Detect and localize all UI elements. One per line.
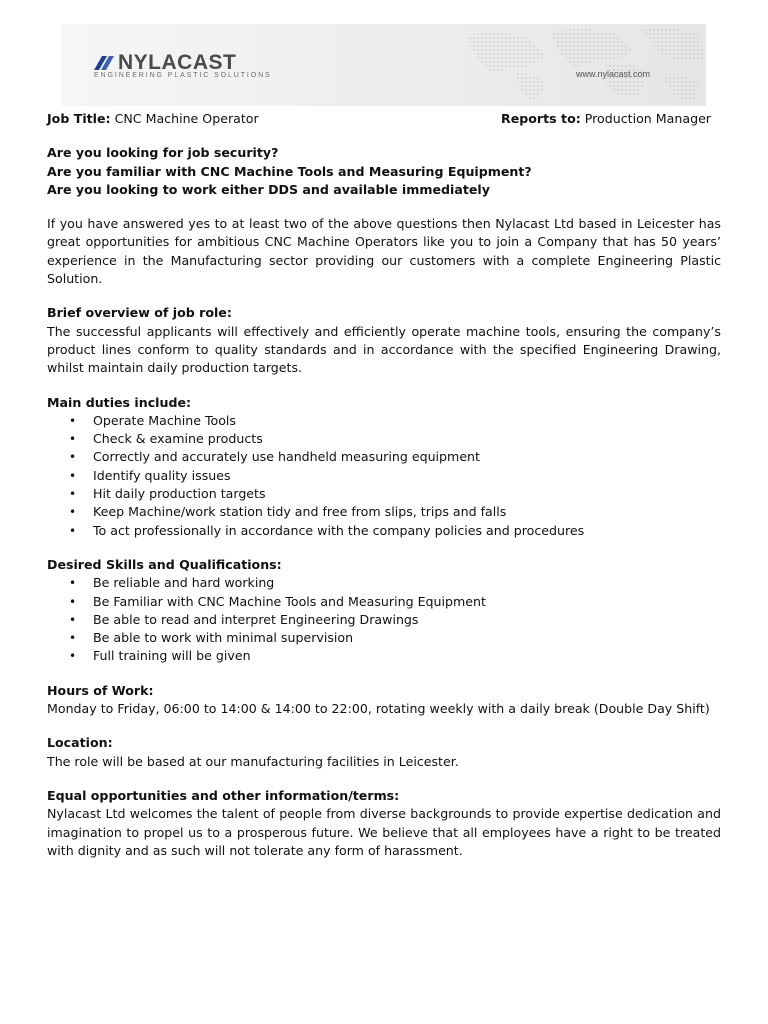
nylacast-logo — [94, 53, 236, 73]
question-line: Are you familiar with CNC Machine Tools and Measuring Equipment? — [47, 163, 532, 179]
list-item: • Correctly and accurately use handheld measuring equipment — [47, 448, 721, 466]
document-body — [47, 110, 721, 860]
equal-opportunities-heading: Equal opportunities and other information/terms: — [47, 787, 400, 803]
list-item: • Full training will be given — [47, 647, 721, 665]
list-item: • Be reliable and hard working — [47, 574, 721, 592]
equal-opportunities-text: Nylacast Ltd welcomes the talent of people from diverse backgrounds to provide expertise dedication and imagination to propel us to a prosperous future. We believe that all employees have a right to be treated with dignity and as such will not tolerate any form of harassment. — [47, 806, 721, 858]
questions — [47, 144, 721, 199]
hours-text: Monday to Friday, 06:00 to 14:00 & 14:00 to 22:00, rotating weekly with a daily break (Double Day Shift) — [47, 701, 710, 717]
intro-paragraph: If you have answered yes to at least two of the above questions then Nylacast Ltd based in Leicester has great opportunities for ambitious CNC Machine Operators like you to join a Company that has 50 years’ experience in the Manufacturing sector providing our customers with a complete Engineering Plastic Solution. — [47, 216, 721, 287]
list-item: • Keep Machine/work station tidy and free from slips, trips and falls — [47, 503, 721, 521]
skills-list — [47, 574, 721, 665]
duties-heading: Main duties include: — [47, 394, 192, 410]
list-item: • Identify quality issues — [47, 467, 721, 485]
skills-heading: Desired Skills and Qualifications: — [47, 556, 282, 572]
website-url: www.nylacast.com — [575, 69, 650, 79]
reports-to-label: Reports to: — [501, 111, 581, 126]
world-map-graphic — [456, 24, 706, 106]
header-banner — [62, 24, 706, 106]
duties-list — [47, 412, 721, 540]
location-heading: Location: — [47, 735, 113, 751]
list-item: • To act professionally in accordance with the company policies and procedures — [47, 522, 721, 540]
list-item: • Be able to work with minimal supervision — [47, 629, 721, 647]
location-text: The role will be based at our manufacturing facilities in Leicester. — [47, 753, 459, 769]
job-title-value: CNC Machine Operator — [114, 111, 259, 126]
list-item: • Hit daily production targets — [47, 485, 721, 503]
overview-text: The successful applicants will effectively and efficiently operate machine tools, ensuring the company’s product lines conform to quality standards and in accordance with the specified Engineering Drawing, whilst maintain daily production targets. — [47, 323, 721, 376]
question-line: Are you looking for job security? — [47, 145, 279, 161]
list-item: • Check & examine products — [47, 430, 721, 448]
reports-to-value: Production Manager — [584, 111, 711, 126]
job-title-label: Job Title: — [47, 111, 111, 126]
logo-mark-icon — [94, 56, 116, 70]
logo-tagline: ENGINEERING PLASTIC SOLUTIONS — [94, 72, 272, 79]
reports-to — [501, 110, 711, 128]
job-info-row — [47, 110, 721, 128]
list-item: • Operate Machine Tools — [47, 412, 721, 430]
overview-heading: Brief overview of job role: — [47, 305, 232, 321]
question-line: Are you looking to work either DDS and available immediately — [47, 181, 490, 197]
list-item: • Be able to read and interpret Engineering Drawings — [47, 611, 721, 629]
hours-heading: Hours of Work: — [47, 682, 154, 698]
job-title — [47, 110, 259, 128]
list-item: • Be Familiar with CNC Machine Tools and Measuring Equipment — [47, 593, 721, 611]
logo-text: NYLACAST — [118, 51, 237, 74]
